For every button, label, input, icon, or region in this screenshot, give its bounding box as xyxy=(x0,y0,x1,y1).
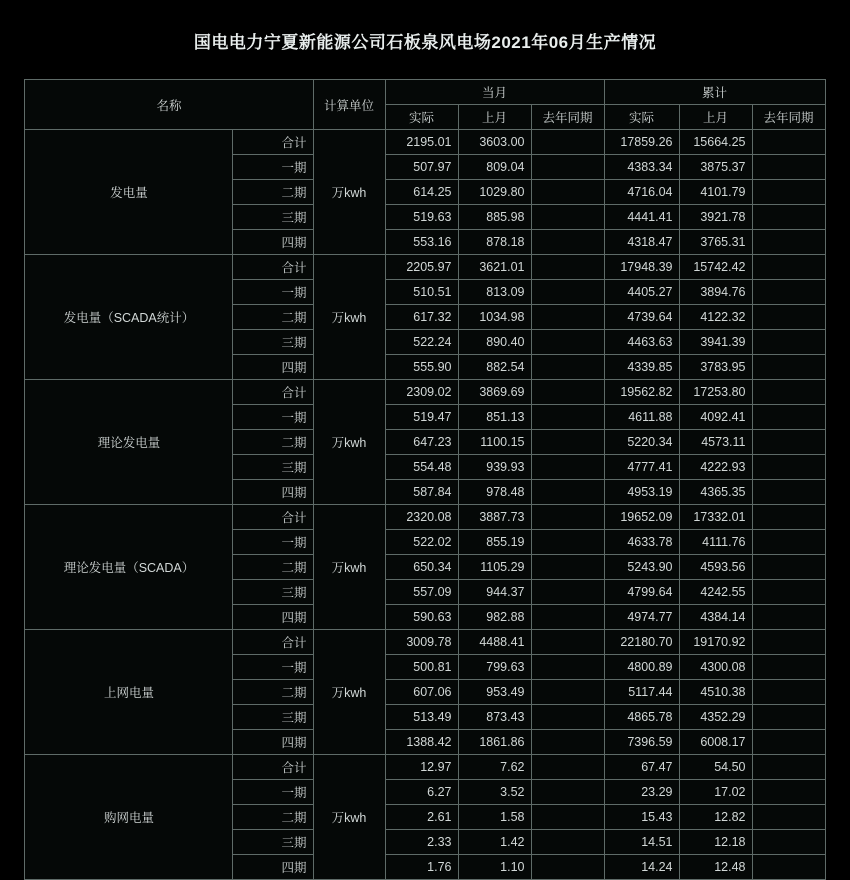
cell-cum-actual: 14.24 xyxy=(604,855,679,880)
cell-cum-lastyear xyxy=(752,580,825,605)
cell-month-lastyear xyxy=(531,830,604,855)
cell-month-lastyear xyxy=(531,605,604,630)
cell-month-actual: 513.49 xyxy=(385,705,458,730)
cell-month-actual: 519.63 xyxy=(385,205,458,230)
cell-month-lastyear xyxy=(531,805,604,830)
cell-month-lastyear xyxy=(531,405,604,430)
cell-cum-last: 4365.35 xyxy=(679,480,752,505)
cell-cum-lastyear xyxy=(752,230,825,255)
cell-cum-lastyear xyxy=(752,205,825,230)
cell-cum-last: 4122.32 xyxy=(679,305,752,330)
row-phase: 合计 xyxy=(233,755,313,780)
row-phase: 三期 xyxy=(233,330,313,355)
cell-cum-actual: 5117.44 xyxy=(604,680,679,705)
cell-month-lastyear xyxy=(531,655,604,680)
row-phase: 一期 xyxy=(233,155,313,180)
cell-cum-actual: 19652.09 xyxy=(604,505,679,530)
row-phase: 三期 xyxy=(233,455,313,480)
cell-cum-actual: 5243.90 xyxy=(604,555,679,580)
row-phase: 合计 xyxy=(233,630,313,655)
cell-cum-lastyear xyxy=(752,530,825,555)
header-month-actual: 实际 xyxy=(385,105,458,130)
row-phase: 三期 xyxy=(233,580,313,605)
cell-cum-last: 12.82 xyxy=(679,805,752,830)
cell-month-lastyear xyxy=(531,480,604,505)
cell-month-actual: 553.16 xyxy=(385,230,458,255)
cell-month-actual: 500.81 xyxy=(385,655,458,680)
cell-month-last: 885.98 xyxy=(458,205,531,230)
cell-month-actual: 614.25 xyxy=(385,180,458,205)
cell-cum-lastyear xyxy=(752,730,825,755)
cell-cum-lastyear xyxy=(752,430,825,455)
cell-cum-last: 15742.42 xyxy=(679,255,752,280)
cell-month-last: 1.42 xyxy=(458,830,531,855)
row-phase: 一期 xyxy=(233,405,313,430)
cell-month-last: 1.10 xyxy=(458,855,531,880)
row-phase: 三期 xyxy=(233,705,313,730)
table-row xyxy=(25,755,825,780)
cell-cum-actual: 4953.19 xyxy=(604,480,679,505)
cell-month-last: 799.63 xyxy=(458,655,531,680)
row-unit: 万kwh xyxy=(313,505,385,630)
cell-month-actual: 522.02 xyxy=(385,530,458,555)
cell-month-lastyear xyxy=(531,205,604,230)
cell-cum-actual: 4799.64 xyxy=(604,580,679,605)
page-title: 国电电力宁夏新能源公司石板泉风电场2021年06月生产情况 xyxy=(193,33,657,52)
row-phase: 一期 xyxy=(233,655,313,680)
cell-month-last: 3621.01 xyxy=(458,255,531,280)
cell-cum-last: 54.50 xyxy=(679,755,752,780)
cell-month-last: 1100.15 xyxy=(458,430,531,455)
row-phase: 四期 xyxy=(233,605,313,630)
cell-cum-actual: 7396.59 xyxy=(604,730,679,755)
cell-month-lastyear xyxy=(531,130,604,155)
cell-cum-last: 4222.93 xyxy=(679,455,752,480)
cell-cum-actual: 4633.78 xyxy=(604,530,679,555)
cell-cum-last: 12.18 xyxy=(679,830,752,855)
row-phase: 四期 xyxy=(233,230,313,255)
cell-month-actual: 519.47 xyxy=(385,405,458,430)
table-row xyxy=(25,130,825,155)
cell-cum-actual: 17948.39 xyxy=(604,255,679,280)
cell-month-actual: 3009.78 xyxy=(385,630,458,655)
cell-month-last: 939.93 xyxy=(458,455,531,480)
header-month-last: 上月 xyxy=(458,105,531,130)
cell-cum-last: 15664.25 xyxy=(679,130,752,155)
cell-month-actual: 1.76 xyxy=(385,855,458,880)
cell-month-last: 878.18 xyxy=(458,230,531,255)
cell-month-lastyear xyxy=(531,755,604,780)
header-cum-lastyear: 去年同期 xyxy=(752,105,825,130)
cell-cum-last: 17253.80 xyxy=(679,380,752,405)
cell-cum-actual: 4716.04 xyxy=(604,180,679,205)
cell-cum-actual: 4800.89 xyxy=(604,655,679,680)
cell-month-lastyear xyxy=(531,555,604,580)
cell-cum-actual: 17859.26 xyxy=(604,130,679,155)
cell-cum-actual: 4739.64 xyxy=(604,305,679,330)
cell-month-last: 1029.80 xyxy=(458,180,531,205)
row-category: 购网电量 xyxy=(25,755,233,880)
row-phase: 三期 xyxy=(233,830,313,855)
row-phase: 四期 xyxy=(233,855,313,880)
cell-month-lastyear xyxy=(531,680,604,705)
cell-month-actual: 2205.97 xyxy=(385,255,458,280)
cell-cum-last: 4593.56 xyxy=(679,555,752,580)
row-category: 理论发电量（SCADA） xyxy=(25,505,233,630)
table-header xyxy=(25,80,825,130)
cell-cum-lastyear xyxy=(752,380,825,405)
cell-cum-lastyear xyxy=(752,755,825,780)
cell-month-actual: 2.33 xyxy=(385,830,458,855)
cell-cum-last: 3941.39 xyxy=(679,330,752,355)
cell-month-last: 1.58 xyxy=(458,805,531,830)
header-month-lastyear: 去年同期 xyxy=(531,105,604,130)
row-phase: 四期 xyxy=(233,355,313,380)
row-phase: 一期 xyxy=(233,530,313,555)
cell-month-lastyear xyxy=(531,780,604,805)
cell-month-last: 809.04 xyxy=(458,155,531,180)
cell-cum-lastyear xyxy=(752,805,825,830)
row-unit: 万kwh xyxy=(313,630,385,755)
cell-cum-actual: 4318.47 xyxy=(604,230,679,255)
cell-cum-last: 4300.08 xyxy=(679,655,752,680)
cell-cum-lastyear xyxy=(752,505,825,530)
cell-month-lastyear xyxy=(531,705,604,730)
cell-month-lastyear xyxy=(531,280,604,305)
cell-cum-lastyear xyxy=(752,405,825,430)
cell-cum-lastyear xyxy=(752,705,825,730)
cell-month-last: 7.62 xyxy=(458,755,531,780)
cell-month-last: 982.88 xyxy=(458,605,531,630)
cell-cum-last: 4573.11 xyxy=(679,430,752,455)
cell-month-lastyear xyxy=(531,530,604,555)
cell-month-last: 1105.29 xyxy=(458,555,531,580)
cell-month-lastyear xyxy=(531,330,604,355)
cell-cum-lastyear xyxy=(752,280,825,305)
cell-month-last: 3869.69 xyxy=(458,380,531,405)
cell-month-actual: 2320.08 xyxy=(385,505,458,530)
row-unit: 万kwh xyxy=(313,255,385,380)
cell-month-last: 813.09 xyxy=(458,280,531,305)
row-category: 上网电量 xyxy=(25,630,233,755)
row-phase: 二期 xyxy=(233,180,313,205)
row-phase: 合计 xyxy=(233,505,313,530)
cell-cum-actual: 4339.85 xyxy=(604,355,679,380)
cell-month-actual: 650.34 xyxy=(385,555,458,580)
row-phase: 一期 xyxy=(233,280,313,305)
cell-month-actual: 2.61 xyxy=(385,805,458,830)
cell-month-last: 944.37 xyxy=(458,580,531,605)
cell-cum-actual: 4405.27 xyxy=(604,280,679,305)
cell-month-lastyear xyxy=(531,730,604,755)
cell-month-last: 978.48 xyxy=(458,480,531,505)
cell-month-actual: 617.32 xyxy=(385,305,458,330)
cell-cum-actual: 4441.41 xyxy=(604,205,679,230)
cell-cum-actual: 4463.63 xyxy=(604,330,679,355)
cell-cum-lastyear xyxy=(752,630,825,655)
cell-month-actual: 1388.42 xyxy=(385,730,458,755)
cell-cum-last: 4111.76 xyxy=(679,530,752,555)
cell-cum-last: 4101.79 xyxy=(679,180,752,205)
cell-cum-last: 17.02 xyxy=(679,780,752,805)
cell-cum-lastyear xyxy=(752,330,825,355)
row-unit: 万kwh xyxy=(313,755,385,880)
header-cumulative: 累计 xyxy=(604,80,825,105)
cell-month-lastyear xyxy=(531,180,604,205)
cell-cum-actual: 5220.34 xyxy=(604,430,679,455)
cell-month-actual: 554.48 xyxy=(385,455,458,480)
row-phase: 合计 xyxy=(233,255,313,280)
cell-cum-actual: 4383.34 xyxy=(604,155,679,180)
cell-cum-actual: 4865.78 xyxy=(604,705,679,730)
cell-month-last: 3887.73 xyxy=(458,505,531,530)
cell-month-last: 3603.00 xyxy=(458,130,531,155)
cell-cum-lastyear xyxy=(752,605,825,630)
header-cum-actual: 实际 xyxy=(604,105,679,130)
row-phase: 二期 xyxy=(233,555,313,580)
header-cum-last: 上月 xyxy=(679,105,752,130)
row-phase: 四期 xyxy=(233,730,313,755)
cell-month-actual: 607.06 xyxy=(385,680,458,705)
cell-month-actual: 590.63 xyxy=(385,605,458,630)
cell-cum-actual: 4777.41 xyxy=(604,455,679,480)
cell-month-last: 1861.86 xyxy=(458,730,531,755)
cell-month-last: 3.52 xyxy=(458,780,531,805)
cell-month-last: 953.49 xyxy=(458,680,531,705)
cell-cum-lastyear xyxy=(752,780,825,805)
cell-cum-last: 19170.92 xyxy=(679,630,752,655)
row-phase: 二期 xyxy=(233,805,313,830)
table-body xyxy=(25,130,825,880)
row-category: 发电量（SCADA统计） xyxy=(25,255,233,380)
cell-cum-lastyear xyxy=(752,180,825,205)
cell-month-last: 1034.98 xyxy=(458,305,531,330)
cell-month-actual: 557.09 xyxy=(385,580,458,605)
cell-cum-actual: 4611.88 xyxy=(604,405,679,430)
cell-cum-last: 4352.29 xyxy=(679,705,752,730)
cell-cum-last: 6008.17 xyxy=(679,730,752,755)
cell-cum-actual: 67.47 xyxy=(604,755,679,780)
row-category: 发电量 xyxy=(25,130,233,255)
cell-month-last: 890.40 xyxy=(458,330,531,355)
cell-month-lastyear xyxy=(531,580,604,605)
cell-month-last: 855.19 xyxy=(458,530,531,555)
row-phase: 四期 xyxy=(233,480,313,505)
cell-month-lastyear xyxy=(531,355,604,380)
cell-cum-last: 4242.55 xyxy=(679,580,752,605)
cell-cum-actual: 19562.82 xyxy=(604,380,679,405)
row-phase: 三期 xyxy=(233,205,313,230)
cell-cum-last: 3765.31 xyxy=(679,230,752,255)
cell-cum-actual: 22180.70 xyxy=(604,630,679,655)
cell-cum-last: 12.48 xyxy=(679,855,752,880)
cell-cum-last: 3894.76 xyxy=(679,280,752,305)
cell-month-actual: 2195.01 xyxy=(385,130,458,155)
cell-cum-lastyear xyxy=(752,255,825,280)
cell-month-actual: 555.90 xyxy=(385,355,458,380)
cell-cum-lastyear xyxy=(752,130,825,155)
cell-month-actual: 507.97 xyxy=(385,155,458,180)
row-category: 理论发电量 xyxy=(25,380,233,505)
table-row xyxy=(25,255,825,280)
cell-cum-lastyear xyxy=(752,855,825,880)
header-name: 名称 xyxy=(25,80,313,130)
cell-cum-last: 4092.41 xyxy=(679,405,752,430)
cell-cum-actual: 23.29 xyxy=(604,780,679,805)
cell-cum-lastyear xyxy=(752,480,825,505)
cell-cum-lastyear xyxy=(752,555,825,580)
production-table xyxy=(24,79,825,880)
cell-month-lastyear xyxy=(531,455,604,480)
cell-month-actual: 647.23 xyxy=(385,430,458,455)
cell-cum-actual: 15.43 xyxy=(604,805,679,830)
cell-month-actual: 12.97 xyxy=(385,755,458,780)
cell-month-actual: 587.84 xyxy=(385,480,458,505)
cell-month-lastyear xyxy=(531,305,604,330)
cell-month-lastyear xyxy=(531,380,604,405)
cell-cum-last: 4510.38 xyxy=(679,680,752,705)
cell-cum-lastyear xyxy=(752,305,825,330)
cell-cum-actual: 14.51 xyxy=(604,830,679,855)
table-row xyxy=(25,380,825,405)
cell-month-lastyear xyxy=(531,505,604,530)
header-row-top xyxy=(25,80,825,105)
cell-month-actual: 2309.02 xyxy=(385,380,458,405)
cell-month-actual: 510.51 xyxy=(385,280,458,305)
cell-month-lastyear xyxy=(531,855,604,880)
cell-cum-last: 3875.37 xyxy=(679,155,752,180)
header-current-month: 当月 xyxy=(385,80,604,105)
cell-month-last: 873.43 xyxy=(458,705,531,730)
row-unit: 万kwh xyxy=(313,380,385,505)
cell-cum-lastyear xyxy=(752,655,825,680)
table-row xyxy=(25,630,825,655)
row-phase: 二期 xyxy=(233,680,313,705)
table-row xyxy=(25,505,825,530)
cell-cum-last: 4384.14 xyxy=(679,605,752,630)
cell-cum-last: 3783.95 xyxy=(679,355,752,380)
cell-month-lastyear xyxy=(531,230,604,255)
cell-month-last: 4488.41 xyxy=(458,630,531,655)
cell-cum-lastyear xyxy=(752,455,825,480)
cell-month-actual: 6.27 xyxy=(385,780,458,805)
row-unit: 万kwh xyxy=(313,130,385,255)
cell-cum-lastyear xyxy=(752,355,825,380)
cell-month-last: 851.13 xyxy=(458,405,531,430)
cell-cum-last: 3921.78 xyxy=(679,205,752,230)
cell-cum-lastyear xyxy=(752,680,825,705)
cell-cum-lastyear xyxy=(752,155,825,180)
cell-cum-lastyear xyxy=(752,830,825,855)
cell-cum-last: 17332.01 xyxy=(679,505,752,530)
header-unit: 计算单位 xyxy=(313,80,385,130)
row-phase: 一期 xyxy=(233,780,313,805)
row-phase: 合计 xyxy=(233,380,313,405)
cell-month-lastyear xyxy=(531,155,604,180)
cell-month-actual: 522.24 xyxy=(385,330,458,355)
row-phase: 二期 xyxy=(233,305,313,330)
row-phase: 合计 xyxy=(233,130,313,155)
cell-month-lastyear xyxy=(531,255,604,280)
cell-month-lastyear xyxy=(531,630,604,655)
cell-cum-actual: 4974.77 xyxy=(604,605,679,630)
cell-month-last: 882.54 xyxy=(458,355,531,380)
row-phase: 二期 xyxy=(233,430,313,455)
cell-month-lastyear xyxy=(531,430,604,455)
